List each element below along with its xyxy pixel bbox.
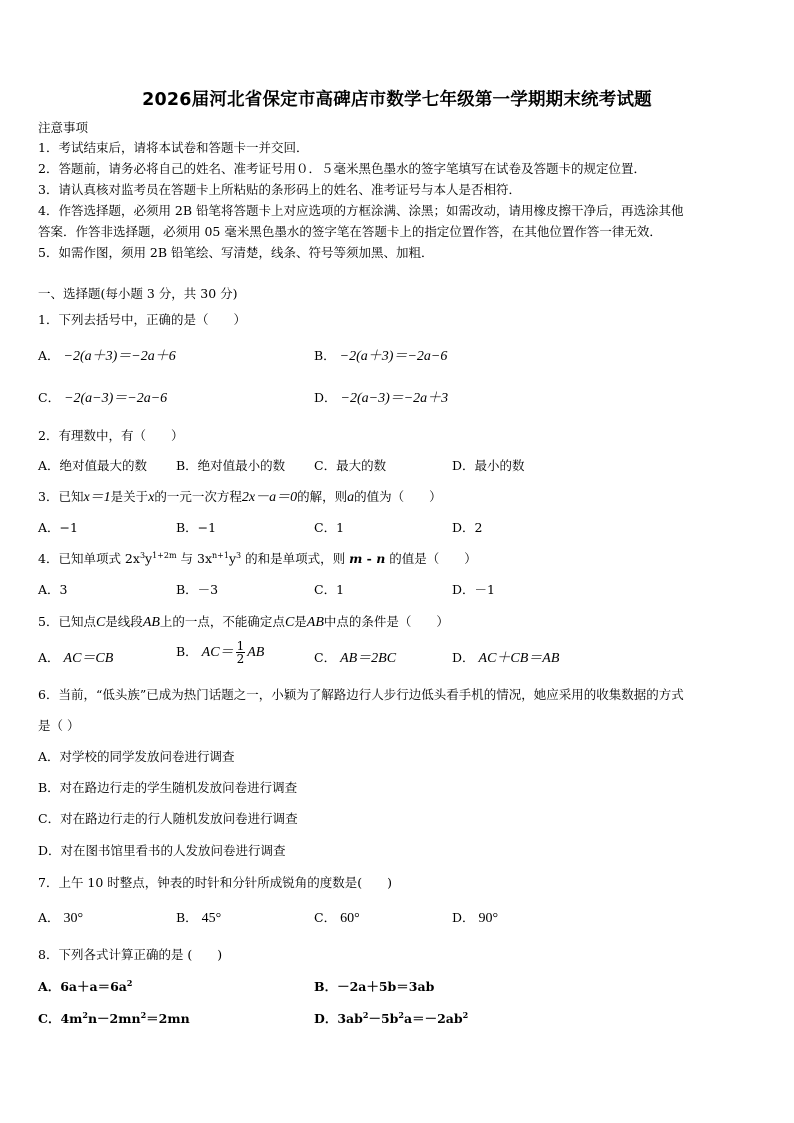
q7-option-a: A． 30° (38, 910, 84, 926)
q6-option-d: D．对在图书馆里看书的人发放问卷进行调查 (38, 843, 286, 858)
q6-option-c: C．对在路边行走的行人随机发放问卷进行调查 (38, 811, 298, 826)
q8-option-a: A．$6a+a=6a^2$ (38, 978, 133, 994)
q6-option-a: A．对学校的同学发放问卷进行调查 (38, 749, 235, 764)
question-5-stem: 5．已知点C是线段AB上的一点，不能确定点C是AB中点的条件是（ ） (38, 614, 449, 630)
q3-option-c: C．1 (314, 520, 345, 535)
fraction: $\frac{1}{2}$ (236, 639, 245, 666)
notice-item: 3．请认真核对监考员在答题卡上所粘贴的条形码上的姓名、准考证号与本人是否相符． (38, 182, 521, 197)
notice-item: 4．作答选择题，必须用 2B 铅笔将答题卡上对应选项的方框涂满、涂黑；如需改动，请用橡皮擦干净后，再选涂其他 (38, 203, 684, 218)
question-6-line-1: 6．当前，“低头族”已成为热门话题之一，小颖为了解路边行人步行边低头看手机的情况，她应采用的收集数据的方式 (38, 687, 684, 702)
q8-option-b: B．－2a＋5b＝3ab (314, 979, 435, 994)
q4-option-c: C．1 (314, 582, 345, 597)
q7-option-c: C． 60° (314, 910, 360, 926)
question-4-stem: 4．已知单项式 $2x^3y^{1+2m}$ 与 $3x^{n+1}y^3$ 的和是单项式，则 m - n 的值是（ ） (38, 551, 477, 566)
q3-option-b: B．−1 (176, 520, 217, 535)
question-6-line-2: 是（ ） (38, 718, 80, 733)
notice-heading: 注意事项 (38, 120, 89, 135)
q8-option-d: D．$3ab^2-5b^2a=-2ab^2$ (314, 1010, 469, 1026)
q4-option-d: D．－1 (452, 582, 495, 597)
question-7-stem: 7．上午 10 时整点，钟表的时针和分针所成锐角的度数是( ) (38, 875, 393, 890)
q1-option-a: A． −2(a＋3)＝−2a＋6 (38, 348, 176, 364)
q1-option-c: C． −2(a−3)＝−2a−6 (38, 390, 168, 406)
q2-option-d: D．最小的数 (452, 458, 525, 473)
question-3-stem: 3．已知x＝1是关于x的一元一次方程2x－a＝0的解，则a的值为（ ） (38, 489, 442, 505)
q2-option-b: B．绝对值最小的数 (176, 458, 286, 473)
q3-option-a: A．−1 (38, 520, 78, 535)
notice-item: 5．如需作图，须用 2B 铅笔绘、写清楚，线条、符号等须加黑、加粗． (38, 245, 434, 260)
q4-option-a: A．3 (38, 582, 68, 597)
q2-option-a: A．绝对值最大的数 (38, 458, 148, 473)
notice-item: 1．考试结束后，请将本试卷和答题卡一并交回． (38, 140, 309, 155)
q2-option-c: C．最大的数 (314, 458, 387, 473)
q4-option-b: B．－3 (176, 582, 219, 597)
q1-option-b: B． −2(a＋3)＝−2a−6 (314, 348, 448, 364)
q3-option-d: D．2 (452, 520, 483, 535)
q5-option-a: A． AC＝CB (38, 650, 114, 666)
page-title: 2026届河北省保定市高碑店市数学七年级第一学期期末统考试题 (142, 90, 652, 110)
section-heading: 一、选择题(每小题 3 分，共 30 分) (38, 286, 238, 301)
q6-option-b: B．对在路边行走的学生随机发放问卷进行调查 (38, 780, 298, 795)
notice-item: 2．答题前，请务必将自己的姓名、准考证号用０．５毫米黑色墨水的签字笔填写在试卷及答题卡的规定位置． (38, 161, 646, 176)
q8-option-c: C．$4m^2n-2mn^2=2mn$ (38, 1010, 190, 1026)
question-1-stem: 1．下列去括号中，正确的是（ ） (38, 312, 246, 327)
q5-option-b: B． AC＝ $\frac{1}{2}$ AB (176, 639, 265, 666)
q5-option-c: C． AB＝2BC (314, 650, 397, 666)
notice-item: 答案．作答非选择题，必须用 05 毫米黑色墨水的签字笔在答题卡上的指定位置作答，在其他位置作答一律无效． (38, 224, 662, 239)
question-8-stem: 8．下列各式计算正确的是 ( ) (38, 947, 223, 962)
q5-option-d: D． AC＋CB＝AB (452, 650, 560, 666)
q7-option-d: D． 90° (452, 910, 499, 926)
question-2-stem: 2．有理数中，有（ ） (38, 428, 184, 443)
q1-option-d: D． −2(a−3)＝−2a＋3 (314, 390, 449, 406)
q7-option-b: B． 45° (176, 910, 222, 926)
